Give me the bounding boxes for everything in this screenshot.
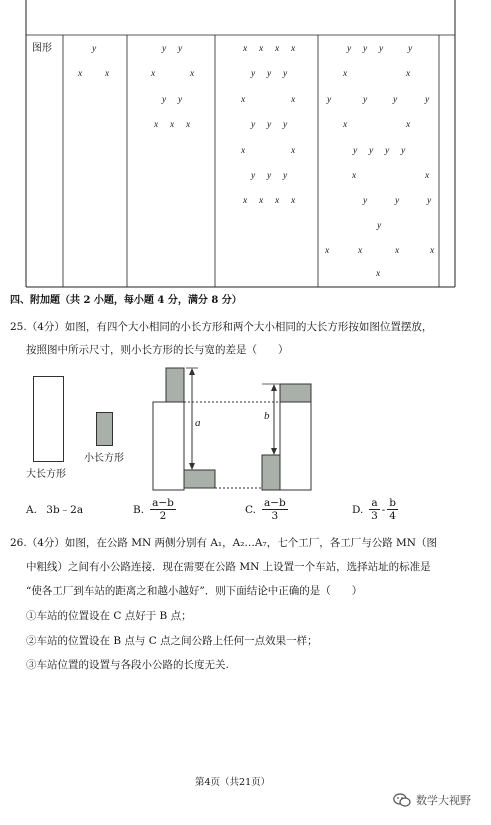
option-d-numerator-2: b: [389, 497, 396, 509]
pattern-figures: y x x y y x x y y x x x x x x x y y y x x y y y x x y y y x x x x y y y y x x y y y y x x y y y y x x y y y y x x x x x: [78, 44, 435, 279]
option-b-fraction: [150, 497, 176, 522]
option-d-letter: D.: [352, 503, 364, 516]
table-row-label: 图形: [32, 43, 52, 54]
q26-text-line2: 中粗线）之间有小公路连接．现在需要在公路 MN 上设置一个车站，选择站址的标准是: [26, 561, 431, 573]
option-c-fraction: [262, 497, 288, 522]
dimension-b-label: b: [264, 410, 270, 422]
option-a-text: 3b﹣2a: [46, 504, 84, 516]
dimension-a-label: a: [195, 417, 201, 429]
option-b-denominator: 2: [159, 510, 167, 522]
q25-text-line2: 按照图中所示尺寸，则小长方形的长与宽的差是（ ）: [26, 344, 289, 356]
page-footer: 第4页（共21页）: [195, 777, 271, 788]
wechat-icon: [393, 793, 411, 808]
small-rectangle-label: 小长方形: [84, 453, 124, 464]
q26-statement-1: ①车站的位置设在 C 点好于 B 点；: [26, 610, 192, 622]
q26-text-line1: 26.（4分）如图，在公路 MN 两侧分别有 A₁，A₂…A₇，七个工厂，各工厂与公路 MN（图: [10, 537, 437, 549]
option-b-letter: B.: [133, 503, 145, 516]
option-a[interactable]: [26, 503, 83, 517]
option-c-numerator: a−b: [264, 497, 286, 509]
option-a-letter: A.: [26, 504, 37, 516]
option-d-fraction-2: [387, 497, 398, 522]
option-d-denominator-1: 3: [371, 510, 378, 522]
option-d-denominator-2: 4: [389, 510, 396, 522]
small-rectangle: [96, 412, 113, 446]
section-title: 四、附加题（共 2 小题，每小题 4 分，满分 8 分）: [10, 295, 242, 306]
composite-figure: [150, 362, 320, 492]
watermark-text: 数学大视野: [416, 794, 471, 807]
option-c[interactable]: [245, 497, 288, 522]
option-d-fraction-1: [369, 497, 379, 522]
option-b-numerator: a−b: [152, 497, 174, 509]
q26-statement-2: ②车站的位置设在 B 点与 C 点之间公路上任何一点效果一样；: [26, 635, 318, 647]
big-rectangle-label: 大长方形: [26, 469, 66, 480]
big-rectangle: [33, 376, 64, 462]
option-c-denominator: 3: [271, 510, 279, 522]
option-b[interactable]: [133, 497, 176, 522]
option-d[interactable]: [352, 497, 398, 522]
q26-text-line3: “使各工厂到车站的距离之和越小越好”．则下面结论中正确的是（ ）: [26, 585, 363, 597]
watermark: [393, 792, 471, 808]
q26-statement-3: ③车站位置的设置与各段小公路的长度无关.: [26, 659, 229, 671]
option-c-letter: C.: [245, 503, 256, 516]
option-d-numerator-1: a: [371, 497, 378, 509]
option-d-minus: -: [381, 503, 386, 516]
q25-text-line1: 25.（4分）如图，有四个大小相同的小长方形和两个大小相同的大长方形按如图位置摆放，: [10, 321, 433, 333]
